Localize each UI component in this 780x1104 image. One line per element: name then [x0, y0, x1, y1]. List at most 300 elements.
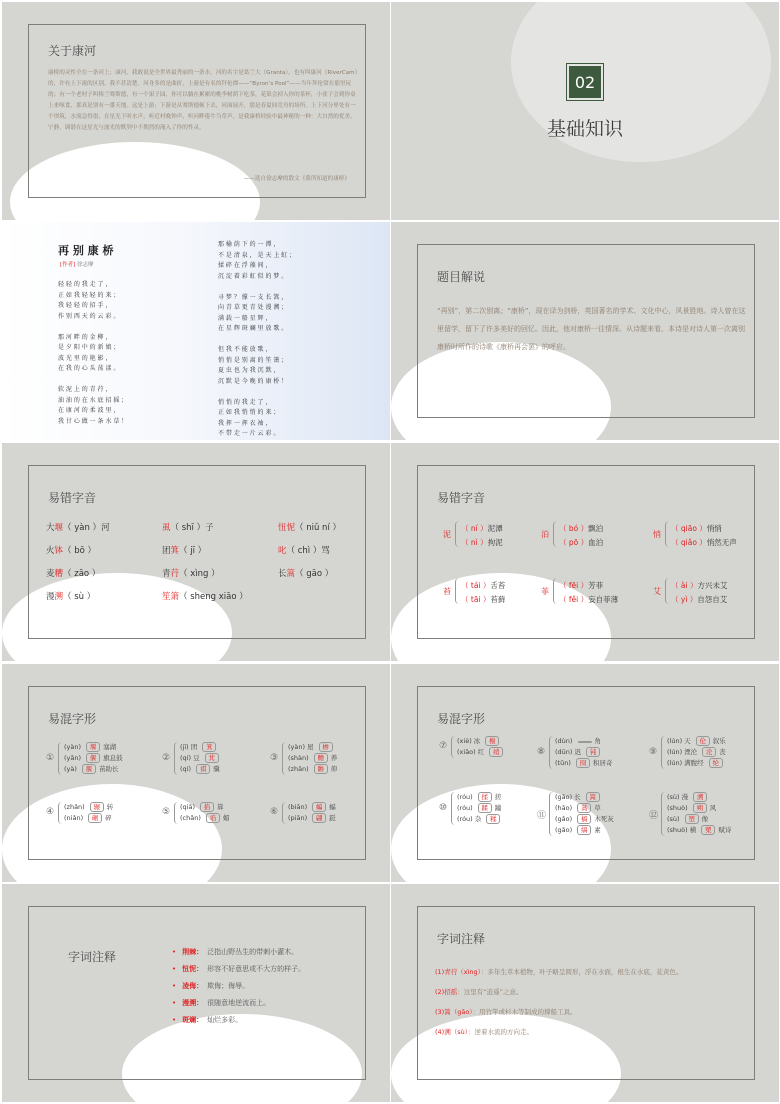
glossary-list	[435, 962, 755, 1042]
form-line	[555, 825, 601, 836]
glossary-definition: ：多年生草本植物，叶子略呈圆形，浮在水面，根生在水底，花黄色。	[480, 968, 683, 976]
poem-line: 向 青 草 更 青 处 漫 溯 ；	[218, 304, 288, 311]
line-word: 仰	[330, 765, 338, 773]
bullet: •	[172, 948, 177, 956]
glossary-definition: 形容不好意思或不大方的样子。	[207, 965, 306, 973]
form-line	[555, 736, 601, 747]
item-pinyin: （ shī ）	[170, 523, 206, 533]
blank-box	[693, 803, 707, 813]
poem-line: 轻 轻 的 我 走 了 ，	[58, 281, 112, 288]
line-pinyin: (niǎn)	[64, 814, 86, 822]
group-number: ⑦	[439, 741, 448, 751]
line-pinyin: (piān)	[288, 814, 310, 822]
line-pinyin: (yǎn)	[64, 754, 84, 762]
bracket	[549, 736, 554, 769]
glossary-term: (2)招摇	[435, 988, 458, 996]
form-line	[457, 803, 501, 814]
item-pinyin: （ gāo ）	[295, 569, 334, 579]
line-pinyin: (shuò) 横	[667, 826, 699, 834]
bracket	[58, 802, 63, 824]
slide-title: 题目解说	[437, 270, 486, 284]
blank-box	[577, 825, 591, 835]
group-number: ⑪	[537, 811, 547, 821]
form-line	[180, 764, 220, 775]
glossary-term: (4)溯（sù）	[435, 1028, 468, 1036]
blank-box	[312, 813, 326, 823]
slide-9[interactable]	[2, 884, 390, 1102]
blank-box	[486, 814, 500, 824]
bullet: •	[172, 982, 177, 990]
poem-line: 在 康 河 的 柔 波 里 ，	[58, 407, 120, 414]
poem-stanza	[218, 293, 295, 335]
form-line	[667, 747, 726, 758]
polyphone-char: 泊	[541, 530, 549, 539]
item-prefix: 漫	[46, 592, 55, 602]
glossary-list	[172, 944, 305, 1029]
target-char: 赡	[317, 754, 324, 762]
blank-box	[82, 764, 96, 774]
slide-title: 易错字音	[437, 491, 486, 505]
line-pinyin: (róu)	[457, 793, 475, 801]
form-line	[457, 814, 503, 825]
target-char: 沦	[706, 748, 713, 756]
target-char: 碾	[91, 814, 99, 822]
slide-title: 关于康河	[48, 44, 97, 58]
line-pinyin: (qí)	[180, 765, 194, 773]
slide-7[interactable]	[2, 664, 390, 882]
form-line	[64, 802, 113, 813]
item-target: 叱	[278, 546, 287, 556]
pronunciation-item	[46, 590, 95, 602]
item-target: 篙	[286, 569, 296, 579]
target-char: 绡	[493, 748, 500, 756]
pronunciation-item	[162, 521, 214, 533]
form-line	[555, 747, 603, 758]
glossary-definition: 泛指山野丛生的带刺小灌木。	[207, 948, 299, 956]
form-line	[288, 802, 336, 813]
reading-word: 血泊	[588, 538, 604, 547]
target-char: 翩	[315, 814, 323, 822]
line-pinyin: (gǎo)	[555, 815, 575, 823]
reading-word: 自怨自艾	[697, 595, 728, 604]
poem-line: 满 载 一 船 星 辉 ，	[218, 314, 272, 322]
poem-stanza	[218, 345, 295, 387]
line-word: 素	[594, 826, 601, 834]
target-char: 檐	[322, 743, 329, 751]
glossary-term: (1)青荇（xìng）	[435, 968, 481, 976]
glossary-definition: 灿烂多彩。	[207, 1016, 243, 1024]
form-line	[64, 764, 118, 775]
bracket	[661, 736, 666, 769]
poem-line: 揉 碎 在 浮 藻 间 ，	[218, 262, 272, 269]
reading-pinyin: （ tái ）	[461, 581, 491, 590]
glossary-item	[435, 1022, 755, 1042]
pronunciation-item	[278, 544, 330, 556]
blank-box	[478, 792, 492, 802]
form-line	[288, 764, 337, 775]
blank-box	[314, 764, 328, 774]
item-pinyin: （ sheng xiāo ）	[179, 592, 248, 602]
blank-box	[86, 753, 100, 763]
pronunciation-item	[278, 567, 333, 579]
target-char: 糅	[490, 815, 497, 823]
polyphone-char: 泥	[443, 530, 451, 539]
blank-box	[478, 803, 492, 813]
slide-1[interactable]	[2, 2, 390, 220]
target-char: 揉	[481, 793, 489, 801]
blank-box	[86, 742, 100, 752]
line-word: 风	[709, 804, 717, 812]
blank-box	[577, 814, 591, 824]
line-pinyin: (shàn)	[288, 754, 311, 762]
item-target: 钵	[54, 546, 64, 556]
polyphone-char: 艾	[653, 587, 661, 596]
item-prefix: 青	[162, 569, 171, 579]
form-line	[667, 825, 731, 836]
polyphone-reading	[461, 594, 505, 605]
item-target: 堰	[54, 523, 64, 533]
line-pinyin: (sù) 漫	[667, 793, 691, 801]
slide-title: 易错字音	[48, 491, 97, 505]
blank-box	[702, 747, 716, 757]
poem-line: 那 河 畔 的 金 柳 ，	[58, 333, 112, 341]
line-word: 算	[217, 803, 224, 811]
bracket	[58, 742, 63, 775]
line-word: 像	[701, 815, 709, 823]
reading-word: 飘泊	[588, 524, 604, 533]
pronunciation-item	[46, 521, 110, 533]
slide-body: “再别”，第二次别离；“康桥”，现在译为剑桥，英国著名的学术、文化中心，风景胜地。诗人曾在这里留学，留下了许多美好的回忆。因此，他对康桥一往情深。从诗题来看，本诗是对诗人第一次离别康桥时所作的诗歌《康桥再会罢》的呼应。	[437, 307, 746, 351]
target-char: 榭	[489, 737, 496, 745]
poem-line: 正 如 我 悄 悄 的 来 ；	[218, 409, 280, 416]
reading-word: 芳菲	[588, 581, 604, 590]
line-word: 跹	[329, 814, 336, 822]
slide-title: 易混字形	[48, 712, 97, 726]
item-prefix: 团	[162, 546, 171, 556]
poem-line: 悄 悄 是 别 离 的 笙 箫 ；	[218, 356, 288, 364]
line-word: 媚	[222, 814, 230, 822]
line-pinyin: (xiāo) 红	[457, 748, 487, 756]
line-word: 躏	[494, 804, 502, 812]
target-char: 槁	[580, 815, 588, 823]
poem-line: 那 榆 荫 下 的 一 潭 ，	[218, 241, 280, 248]
group-number: ⑧	[537, 746, 546, 757]
polyphone-char: 苔	[443, 587, 451, 596]
polyphone-reading	[559, 537, 603, 548]
blank-box	[485, 736, 499, 746]
reading-pinyin: （ tāi ）	[461, 595, 491, 604]
reading-word: 拘泥	[487, 538, 503, 547]
slide-source: ——选自徐志摩的散文《我所知道的康桥》	[243, 176, 350, 182]
reading-pinyin: （ qiǎo ）	[671, 538, 707, 547]
line-pinyin: (lún) 满腹经	[667, 759, 706, 767]
item-pinyin: （ xìng ）	[179, 569, 220, 579]
line-pinyin: (zhān)	[288, 765, 311, 773]
form-line	[555, 792, 603, 803]
form-line	[180, 742, 219, 753]
glossary-term: 斑斓：	[182, 1016, 204, 1024]
line-pinyin: (gāo) 长	[555, 793, 583, 801]
blank-box	[90, 802, 104, 812]
item-target: 溯	[54, 592, 64, 602]
polyphone-reading	[671, 580, 727, 591]
glossary-item	[172, 1012, 305, 1029]
line-pinyin: (lún) 天	[667, 737, 693, 745]
target-char: 偃	[89, 754, 97, 762]
blank-box	[205, 753, 219, 763]
line-pinyin: (qiā)	[180, 803, 198, 811]
polyphone-char: 菲	[541, 587, 549, 596]
line-pinyin: (tǔn)	[555, 759, 573, 767]
poem-line: 悄 悄 的 我 走 了 ，	[218, 398, 272, 406]
group-number: ⑤	[162, 807, 171, 817]
target-char: 掐	[203, 803, 211, 811]
bracket	[549, 792, 554, 836]
form-line	[64, 813, 112, 824]
glossary-definition: 很随意地逆流而上。	[207, 999, 271, 1007]
slide-title: 字词注释	[437, 932, 486, 946]
form-line	[180, 802, 224, 813]
poem-line: 不 带 走 一 片 云 彩 。	[218, 430, 280, 437]
line-pinyin: (dūn) 迟	[555, 748, 584, 756]
form-line	[288, 813, 336, 824]
reading-pinyin: （ ài ）	[671, 581, 698, 590]
glossary-item	[172, 995, 305, 1012]
blank-box	[206, 813, 220, 823]
section-title: 基础知识	[546, 118, 623, 140]
slide-4[interactable]	[391, 222, 779, 440]
pronunciation-item	[162, 544, 206, 556]
poem-line: 软 泥 上 的 青 荇 ，	[58, 386, 112, 393]
reading-pinyin: （ yì ）	[671, 595, 698, 604]
glossary-definition: 欺侮；侮辱。	[207, 982, 250, 990]
pronunciation-item	[46, 544, 96, 556]
poem-right-column	[218, 240, 295, 440]
group-number: ④	[46, 807, 55, 817]
glossary-item	[172, 944, 305, 961]
group-number: ⑫	[649, 811, 659, 821]
poem-author-line	[60, 260, 94, 268]
slide-2[interactable]	[391, 2, 779, 220]
form-line	[667, 814, 708, 825]
line-pinyin: (lún) 湮沦	[667, 748, 700, 756]
line-word: 积居奇	[592, 759, 613, 767]
target-char: 辗	[93, 803, 101, 811]
line-pinyin: (róu)	[457, 804, 475, 812]
poem-line: 寻 梦 ？ 撑 一 支 长 篙 ，	[218, 293, 288, 301]
poem-line: 沉 淀 着 彩 虹 似 的 梦 。	[218, 272, 288, 280]
glossary-item	[435, 1002, 755, 1022]
line-pinyin: (sù)	[667, 815, 682, 823]
item-target: 虱	[162, 523, 171, 533]
form-line	[667, 758, 726, 769]
polyphone-reading	[671, 594, 727, 605]
glossary-term: (3)篙（gāo）	[435, 1008, 473, 1016]
line-pinyin: (gǎo)	[555, 826, 575, 834]
blank-box	[577, 803, 591, 813]
pronunciation-item	[162, 567, 220, 579]
item-pinyin: （ zāo ）	[63, 569, 101, 579]
reading-word: 苔藓	[490, 595, 506, 604]
poem-line: 夏 虫 也 为 我 沉 默 ，	[218, 367, 280, 374]
blank-box	[578, 741, 592, 743]
blank-box	[202, 742, 216, 752]
target-char: 蹂	[481, 804, 489, 812]
line-pinyin: (yàn)	[64, 743, 84, 751]
section-badge	[566, 63, 604, 101]
form-line	[667, 803, 716, 814]
slide-3[interactable]	[2, 222, 390, 440]
line-pinyin: (chǎn)	[180, 814, 203, 822]
bracket	[661, 792, 666, 836]
target-char: 蝙	[315, 803, 323, 811]
target-char: 揠	[85, 765, 93, 773]
group-number: ①	[46, 752, 55, 763]
form-line	[555, 814, 614, 825]
item-target: 忸怩	[278, 523, 296, 533]
polyphone-reading	[461, 537, 503, 548]
reading-word: 泥潭	[487, 524, 503, 533]
poem-line: 沉 默 是 今 晚 的 康 桥 ！	[218, 377, 288, 385]
target-char: 萁	[208, 754, 215, 762]
bullet: •	[172, 999, 177, 1007]
item-pinyin: （ niǔ ní ）	[295, 523, 342, 533]
line-pinyin: (yàn) 屋	[288, 743, 316, 751]
item-prefix: 长	[278, 569, 287, 579]
item-prefix: 大	[46, 523, 55, 533]
item-pinyin: （ bō ）	[63, 546, 97, 556]
form-line	[288, 742, 336, 753]
item-target: 箕	[170, 546, 180, 556]
line-pinyin: (zhǎn)	[64, 803, 87, 811]
polyphone-reading	[559, 580, 603, 591]
glossary-item	[435, 962, 755, 982]
blank-box	[586, 747, 600, 757]
glossary-definition: ：这里有“逍遥”之意。	[457, 988, 523, 996]
poem-line: 我 轻 轻 的 招 手 ，	[58, 302, 112, 309]
line-pinyin: (hāo)	[555, 804, 575, 812]
line-word: 赋诗	[718, 826, 732, 834]
line-word: 丧	[719, 748, 726, 756]
line-pinyin: (qí) 豆	[180, 754, 202, 762]
poem-line: 油 油 的 在 水 底 招 摇 ；	[58, 396, 128, 404]
bracket	[174, 742, 179, 775]
item-pinyin: （ jī ）	[179, 546, 207, 556]
line-word: 叙乐	[712, 737, 726, 745]
poem-stanza	[58, 385, 127, 427]
blank-box	[314, 753, 328, 763]
line-word: 养	[330, 754, 338, 762]
glossary-term: 漫溯：	[182, 999, 204, 1007]
slide-10[interactable]	[391, 884, 779, 1102]
form-line	[667, 792, 710, 803]
reading-pinyin: （ ní ）	[461, 524, 488, 533]
glossary-term: 荆棘：	[182, 948, 204, 956]
line-word: 角	[594, 737, 602, 745]
item-target: 糟	[54, 569, 64, 579]
blank-box	[88, 813, 102, 823]
blank-box	[685, 814, 699, 824]
group-number: ⑨	[649, 746, 658, 757]
target-char: 朔	[696, 804, 703, 812]
form-line	[457, 792, 501, 803]
pronunciation-item	[278, 521, 341, 533]
group-number: ⑩	[439, 802, 448, 813]
target-char: 瞻	[317, 765, 325, 773]
blank-box	[489, 747, 503, 757]
poem-stanza	[58, 280, 127, 322]
item-suffix: 骂	[321, 546, 330, 556]
line-pinyin: (jī) 团	[180, 743, 200, 751]
poem-left-column	[58, 280, 127, 438]
group-number: ③	[270, 752, 279, 763]
poem-stanza	[58, 333, 127, 375]
slide-title: 易混字形	[437, 712, 486, 726]
slide-8[interactable]	[391, 664, 779, 882]
bracket	[174, 802, 179, 824]
target-char: 蒿	[580, 804, 588, 812]
reading-pinyin: （ pō ）	[559, 538, 589, 547]
section-number: 02	[569, 66, 601, 98]
poem-line: 我 挥 一 挥 衣 袖 ，	[218, 419, 272, 427]
slide-5[interactable]	[2, 443, 390, 661]
form-line	[667, 736, 726, 747]
form-line	[457, 747, 506, 758]
line-word: 旗息鼓	[103, 754, 123, 762]
line-word: 转	[106, 803, 114, 811]
form-line	[64, 742, 116, 753]
glossary-item	[172, 978, 305, 995]
target-char: 缟	[580, 826, 588, 834]
line-word: 塞湖	[103, 743, 117, 751]
reading-word: 悄悄	[706, 524, 722, 533]
polyphone-char: 悄	[653, 530, 661, 539]
poem-line: 波 光 里 的 艳 影 ，	[58, 354, 112, 362]
author-label: [作者]	[60, 262, 76, 268]
polyphone-reading	[461, 523, 503, 534]
form-line	[180, 813, 229, 824]
poem-stanza	[218, 398, 295, 440]
item-pinyin: （ chì ）	[286, 546, 322, 556]
item-target: 笙箫	[162, 592, 180, 602]
blank-box	[696, 736, 710, 746]
line-word: 草	[594, 804, 601, 812]
line-word: 蝠	[329, 803, 336, 811]
poem-line: 不 是 清 泉 ， 是 天 上 虹 ；	[218, 251, 296, 259]
bullet: •	[172, 1016, 177, 1024]
target-char: 篙	[589, 793, 597, 801]
poem-line: 作 别 西 天 的 云 彩 。	[58, 312, 120, 320]
pronunciation-item	[162, 590, 248, 602]
item-prefix: 麦	[46, 569, 55, 579]
target-char: 箕	[206, 743, 213, 751]
target-char: 谄	[209, 814, 217, 822]
target-char: 槊	[705, 826, 712, 834]
reading-pinyin: （ fěi ）	[559, 595, 589, 604]
slide-6[interactable]	[391, 443, 779, 661]
blank-box	[586, 792, 600, 802]
poem-line: 正 如 我 轻 轻 的 来 ；	[58, 291, 120, 299]
poem-stanza	[218, 240, 295, 282]
blank-box	[576, 758, 590, 768]
reading-word: 方兴未艾	[697, 581, 728, 590]
form-line	[457, 736, 502, 747]
item-pinyin: （ sù ）	[63, 592, 96, 602]
item-prefix: 火	[46, 546, 55, 556]
blank-box	[709, 758, 723, 768]
target-char: 钝	[589, 748, 597, 756]
reading-word: 悄然无声	[706, 538, 737, 547]
